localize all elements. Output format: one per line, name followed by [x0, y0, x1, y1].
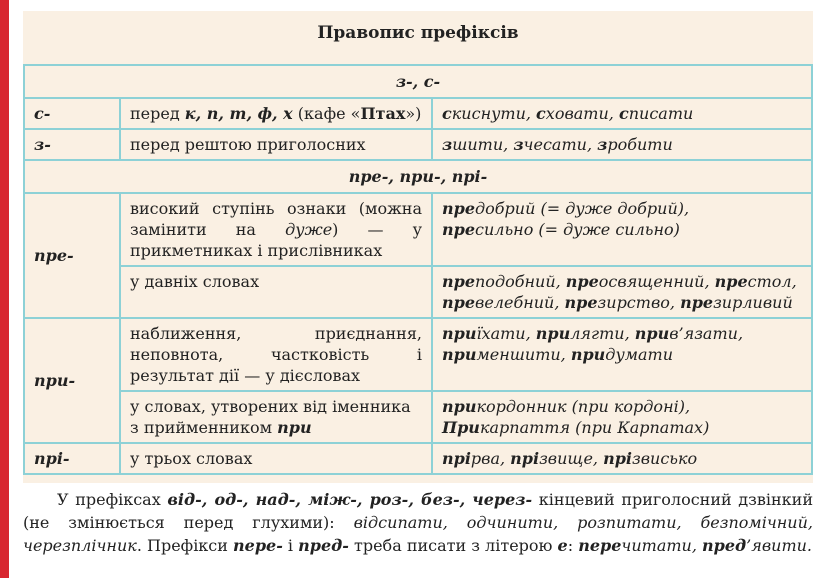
rule-cell: у давніх словах [120, 266, 432, 318]
prefix-cell: при- [24, 318, 120, 443]
left-accent-bar [0, 0, 9, 578]
page-title: Правопис префіксів [317, 23, 519, 43]
table-row [24, 318, 812, 391]
table-row [24, 391, 812, 443]
table-row [24, 98, 812, 129]
rule-cell: високий ступінь ознаки (можна замінити на дуже) — у прикметниках і прислівниках [120, 193, 432, 266]
table-row [24, 443, 812, 474]
section-header-row [24, 160, 812, 193]
prefix-rules-table [23, 64, 813, 475]
table-row [24, 266, 812, 318]
examples-cell: прірва, прізвище, прізвисько [432, 443, 812, 474]
prefix-cell: пре- [24, 193, 120, 318]
examples-cell: преподобний, преосвященний, престол, превелебний, презирство, презирливий [432, 266, 812, 318]
section-header-pre-pry-pri: пре-, при-, прі- [24, 160, 812, 193]
rule-cell: наближення, приєднання, неповнота, частковість і результат дії — у дієсловах [120, 318, 432, 391]
rule-cell: у трьох словах [120, 443, 432, 474]
table-row [24, 129, 812, 160]
section-header-z-s: з-, с- [24, 65, 812, 98]
examples-cell: приїхати, прилягти, прив’язати, применшити, придумати [432, 318, 812, 391]
table-row [24, 193, 812, 266]
examples-cell: прикордонник (при кордоні), Прикарпаття (при Карпатах) [432, 391, 812, 443]
rule-cell: у словах, утворених від іменника з прийменником при [120, 391, 432, 443]
prefix-cell: прі- [24, 443, 120, 474]
rules-panel [23, 11, 813, 483]
examples-cell: скиснути, сховати, списати [432, 98, 812, 129]
rule-cell: перед рештою приголосних [120, 129, 432, 160]
section-header-row [24, 65, 812, 98]
examples-cell: зшити, зчесати, зробити [432, 129, 812, 160]
rule-note-paragraph: У префіксах від-, од-, над-, між-, роз-, без-, через- кінцевий приголосний дзвінкий (не змінюється перед глухими): відсипати, одчинити, розпитати, безпомічний, черезплічник. Префікси пере- і пред- треба писати з літерою е: перечитати, пред’явити. [23, 490, 814, 555]
prefix-cell: з- [24, 129, 120, 160]
prefix-cell: с- [24, 98, 120, 129]
examples-cell: предобрий (= дуже добрий), пресильно (= дуже сильно) [432, 193, 812, 266]
rule-cell: перед к, п, т, ф, х (кафе «Птах») [120, 98, 432, 129]
